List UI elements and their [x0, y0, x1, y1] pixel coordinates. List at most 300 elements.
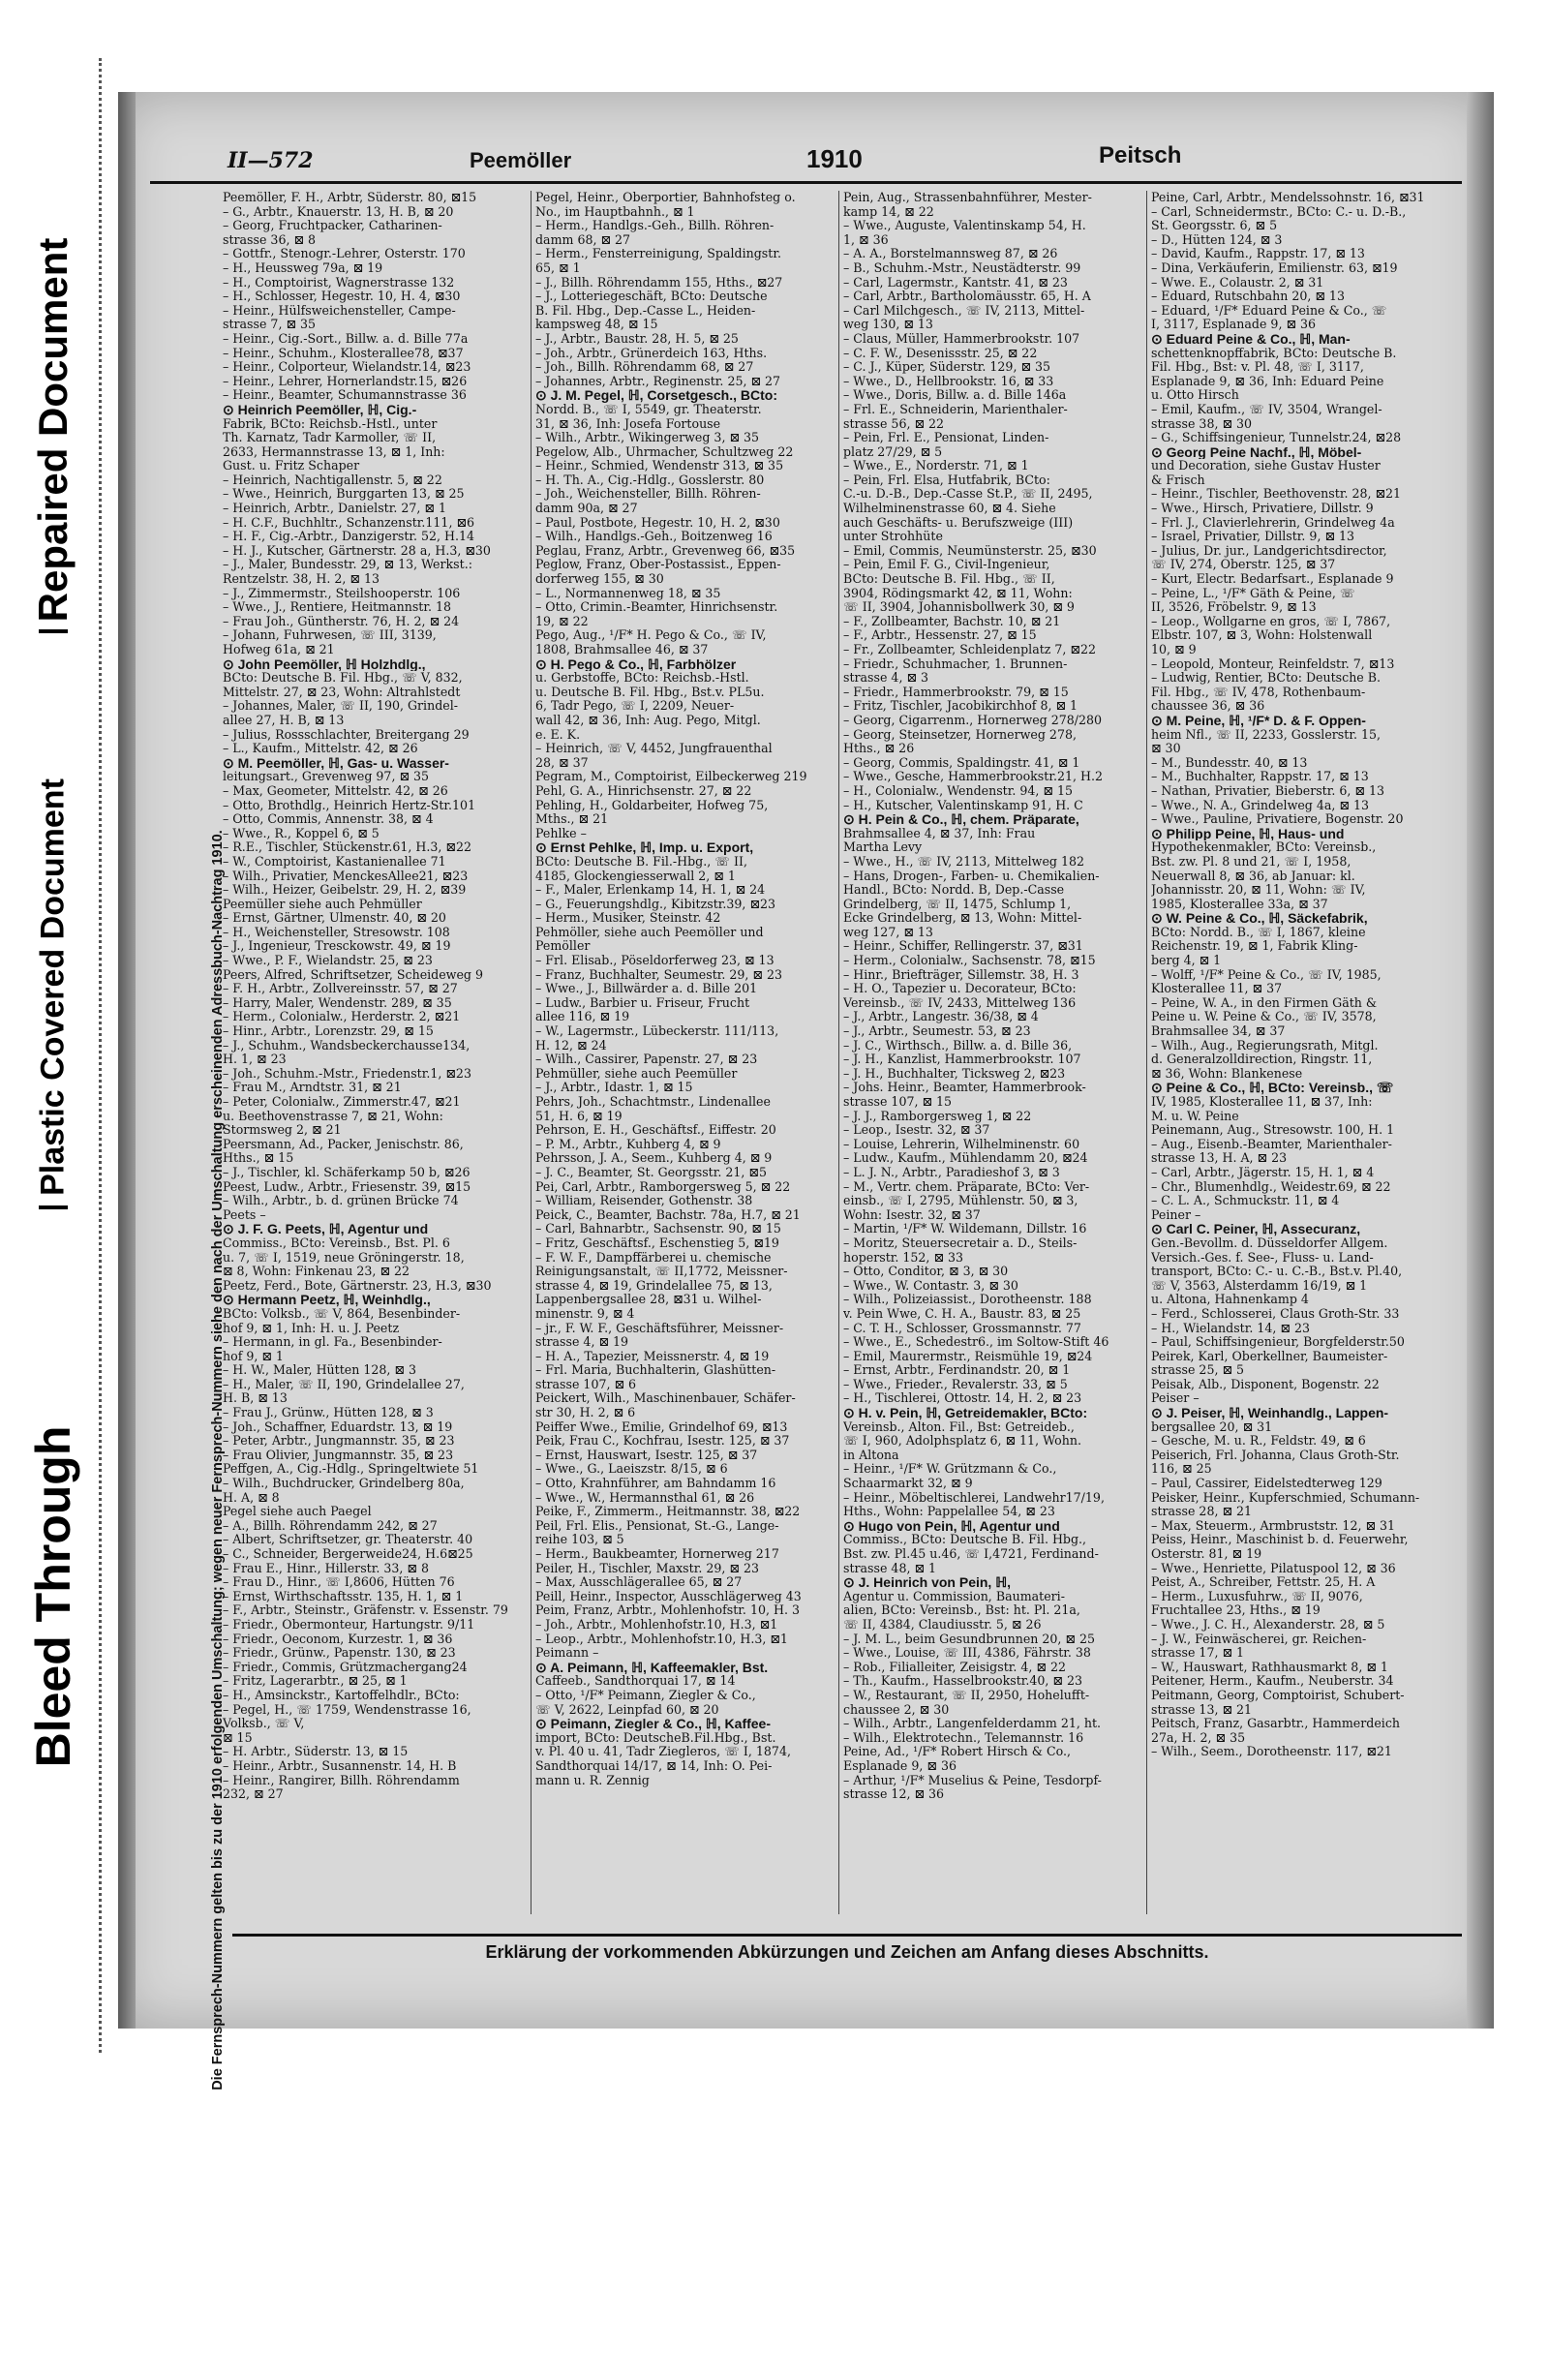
directory-line: Martha Levy	[843, 840, 923, 855]
directory-line: – Leop., Wollgarne en gros, ☏ I, 7867,	[1151, 614, 1391, 628]
directory-line: Elbstr. 107, ⊠ 3, Wohn: Holstenwall	[1151, 628, 1373, 643]
directory-line: Pemöller	[535, 939, 591, 954]
directory-line: – Friedr., Obermonteur, Hartungstr. 9/11	[223, 1617, 475, 1632]
directory-line: 31, ⊠ 36, Inh: Josefa Fortouse	[535, 416, 721, 431]
directory-line: 10, ⊠ 9	[1151, 643, 1197, 656]
directory-line: wall 42, ⊠ 36, Inh: Aug. Pego, Mitgl.	[535, 713, 761, 727]
directory-line: – Joh., Arbtr., Mohlenhofstr.10, H.3, ⊠1	[535, 1617, 778, 1632]
directory-line: Vereinsb., Alton. Fil., Bst: Getreideb.,	[843, 1419, 1075, 1434]
page-outer-edge	[1467, 92, 1494, 2029]
directory-line: – Israel, Privatier, Dillstr. 9, ⊠ 13	[1151, 530, 1355, 544]
directory-line: Nordd. B., ☏ I, 5549, gr. Theaterstr.	[535, 402, 762, 416]
directory-line: – Wilh., Arbtr., b. d. grünen Brücke 74	[223, 1194, 459, 1208]
directory-line: 65, ⊠ 1	[535, 260, 581, 275]
directory-line: Peine, Carl, Arbtr., Mendelssohnstr. 16, ⊠31	[1151, 191, 1425, 204]
directory-line: Peisak, Alb., Disponent, Bogenstr. 22	[1151, 1377, 1380, 1391]
directory-line: – Peter, Arbtr., Jungmannstr. 35, ⊠ 23	[223, 1434, 455, 1449]
directory-line: – M., Vertr. chem. Präparate, BCto: Ver-	[843, 1179, 1090, 1194]
directory-line: strasse 25, ⊠ 5	[1151, 1363, 1245, 1378]
directory-line: Pei, Carl, Arbtr., Ramborgersweg 5, ⊠ 22	[535, 1179, 791, 1194]
directory-line: II, 3526, Fröbelstr. 9, ⊠ 13	[1151, 600, 1317, 615]
directory-line: – Hans, Drogen-, Farben- u. Chemikalien-	[843, 869, 1100, 883]
directory-line: Peine, Ad., ¹/F* Robert Hirsch & Co.,	[843, 1745, 1071, 1759]
directory-line: – H., Heussweg 79a, ⊠ 19	[223, 260, 383, 275]
directory-line: – Wwe., Auguste, Valentinskamp 54, H.	[843, 219, 1086, 233]
directory-line: – Wwe., W., Hermannsthal 61, ⊠ 26	[535, 1490, 755, 1505]
directory-line: Peik, Frau C., Kochfrau, Isestr. 125, ⊠ 37	[535, 1434, 790, 1449]
directory-line: – Hinr., Briefträger, Sillemstr. 38, H. 3	[843, 967, 1079, 982]
directory-line: strasse 13, H. A, ⊠ 23	[1151, 1151, 1288, 1166]
directory-line: – Nathan, Privatier, Bieberstr. 6, ⊠ 13	[1151, 783, 1384, 798]
directory-line: – Wwe., Pauline, Privatiere, Bogenstr. 20	[1151, 812, 1404, 827]
directory-line: Stormsweg 2, ⊠ 21	[223, 1123, 342, 1138]
directory-line: – Otto, Krahnführer, am Bahndamm 16	[535, 1477, 776, 1491]
directory-line: – R.E., Tischler, Stückenstr.61, H.3, ⊠22	[223, 840, 471, 855]
directory-line: – Wilh., Arbtr., Langenfelderdamm 21, ht.	[843, 1717, 1102, 1731]
directory-line: – W., Restaurant, ☏ II, 2950, Hohelufft-	[843, 1688, 1090, 1702]
directory-line: – Friedr., Hammerbrookstr. 79, ⊠ 15	[843, 685, 1069, 699]
header-first-name: Peemöller	[470, 148, 572, 172]
directory-line: – Otto, Commis, Annenstr. 38, ⊠ 4	[223, 812, 434, 827]
directory-line: – J. W., Feinwäscherei, gr. Reichen-	[1151, 1632, 1367, 1646]
directory-line: Pehrson, E. H., Geschäftsf., Eiffestr. 20	[535, 1123, 776, 1138]
directory-line: ☏ II, 4384, Claudiusstr. 5, ⊠ 26	[843, 1617, 1042, 1632]
directory-line: – J. C., Wirthsch., Billw. a. d. Bille 36,	[843, 1038, 1073, 1053]
directory-line: – H., Amsinckstr., Kartoffelhdlr., BCto:	[223, 1688, 460, 1702]
directory-line: – Wwe., Louise, ☏ III, 4386, Fährstr. 38	[843, 1646, 1091, 1661]
directory-line: – Carl, Arbtr., Bartholomäusstr. 65, H. A	[843, 290, 1091, 304]
directory-line: Bst. zw. Pl.45 u.46, ☏ I,4721, Ferdinand-	[843, 1547, 1099, 1561]
directory-line: – Arthur, ¹/F* Muselius & Peine, Tesdorpf-	[843, 1773, 1102, 1787]
directory-line: Fil. Hbg., Bst: v. Pl. 48, ☏ I, 3117,	[1151, 360, 1364, 375]
directory-line: – Pein, Frl. Elsa, Hutfabrik, BCto:	[843, 473, 1050, 487]
directory-line: IV, 1985, Klosterallee 11, ⊠ 37, Inh:	[1151, 1095, 1373, 1109]
directory-line: Hths., ⊠ 26	[843, 742, 915, 756]
directory-line: – J. M. L., beim Gesundbrunnen 20, ⊠ 25	[843, 1632, 1095, 1646]
directory-line: – C. F. W., Desenissstr. 25, ⊠ 22	[843, 346, 1038, 360]
directory-line: B. Fil. Hbg., Dep.-Casse L., Heiden-	[535, 303, 756, 318]
directory-line: – G., Feuerungshdlg., Kibitzstr.39, ⊠23	[535, 897, 776, 911]
directory-line: – Ernst, Arbtr., Ferdinandstr. 20, ⊠ 1	[843, 1363, 1071, 1378]
directory-line: – Wilh., Cassirer, Papenstr. 27, ⊠ 23	[535, 1053, 758, 1067]
directory-line: – A., Billh. Röhrendamm 242, ⊠ 27	[223, 1518, 438, 1533]
directory-line: allee 116, ⊠ 19	[535, 1010, 630, 1024]
directory-line: – Carl, Bahnarbtr., Sachsenstr. 90, ⊠ 15	[535, 1222, 781, 1236]
directory-line: schettenknopffabrik, BCto: Deutsche B.	[1151, 346, 1397, 360]
directory-line: – G., Schiffsingenieur, Tunnelstr.24, ⊠28	[1151, 431, 1402, 445]
directory-line: – Heinr., Schmied, Wendenstr 313, ⊠ 35	[535, 459, 784, 473]
directory-line: – F. W. F., Dampffärberei u. chemische	[535, 1250, 772, 1265]
directory-line: str 30, H. 2, ⊠ 6	[535, 1406, 636, 1420]
directory-line: – Friedr., Schuhmacher, 1. Brunnen-	[843, 656, 1068, 671]
directory-line: – Wwe., P. F., Wielandstr. 25, ⊠ 23	[223, 954, 433, 968]
directory-line: – Johs. Heinr., Beamter, Hammerbrook-	[843, 1081, 1086, 1095]
directory-line: – M., Buchhalter, Rappstr. 17, ⊠ 13	[1151, 770, 1369, 784]
directory-line: – Franz, Buchhalter, Seumestr. 29, ⊠ 23	[535, 967, 783, 982]
directory-line: u. Beethovenstrasse 7, ⊠ 21, Wohn:	[223, 1109, 443, 1123]
directory-line: – Th., Kaufm., Hasselbrookstr.40, ⊠ 23	[843, 1674, 1083, 1689]
directory-line: – Wilh., Polizeiassist., Dorotheenstr. 188	[843, 1293, 1092, 1307]
directory-line: – Carl, Lagermstr., Kantstr. 41, ⊠ 23	[843, 275, 1068, 290]
directory-line: – Heinr., Lehrer, Hornerlandstr.15, ⊠26	[223, 374, 468, 388]
directory-line: Peglau, Franz, Arbtr., Grevenweg 66, ⊠35	[535, 543, 796, 558]
directory-line: import, BCto: DeutscheB.Fil.Hbg., Bst.	[535, 1730, 776, 1745]
directory-line: – Fritz, Geschäftsf., Eschenstieg 5, ⊠19	[535, 1236, 779, 1250]
directory-line: – Heinrich, Arbtr., Danielstr. 27, ⊠ 1	[223, 502, 446, 516]
directory-line: – Fritz, Lagerarbtr., ⊠ 25, ⊠ 1	[223, 1674, 408, 1689]
directory-line: strasse 48, ⊠ 1	[843, 1561, 937, 1575]
directory-line: – Johannes, Arbtr., Reginenstr. 25, ⊠ 27	[535, 374, 781, 388]
directory-line: – J., Lotteriegeschäft, BCto: Deutsche	[535, 290, 768, 304]
directory-line: Pego, Aug., ¹/F* H. Pego & Co., ☏ IV,	[535, 628, 767, 643]
directory-line: Peine u. W. Peine & Co., ☏ IV, 3578,	[1151, 1010, 1377, 1024]
directory-line: – Carl Milchgesch., ☏ IV, 2113, Mittel-	[843, 303, 1085, 318]
directory-line: – Heinr., Hülfsweichensteller, Campe-	[223, 303, 456, 318]
directory-line: berg 4, ⊠ 1	[1151, 954, 1222, 968]
directory-line: – Louise, Lehrerin, Wilhelminenstr. 60	[843, 1137, 1080, 1151]
directory-line: Peiffer Wwe., Emilie, Grindelhof 69, ⊠13	[535, 1419, 788, 1434]
directory-line: ⊙ Carl C. Peiner, ℍ, Assecuranz,	[1151, 1222, 1361, 1236]
directory-line: H. 1, ⊠ 23	[223, 1053, 287, 1067]
directory-line: unter Strohhüte	[843, 530, 943, 544]
directory-line: – Fritz, Tischler, Jacobikirchhof 8, ⊠ 1	[843, 699, 1078, 714]
directory-line: – Wwe., R., Koppel 6, ⊠ 5	[223, 826, 380, 840]
directory-line: Peitsch, Franz, Gasarbtr., Hammerdeich	[1151, 1717, 1400, 1731]
directory-line: – Frau J., Grünw., Hütten 128, ⊠ 3	[223, 1406, 434, 1420]
directory-line: – H., Colonialw., Wendenstr. 94, ⊠ 15	[843, 783, 1073, 798]
directory-line: strasse 4, ⊠ 3	[843, 671, 929, 686]
directory-line: – Wwe., J., Rentiere, Heitmannstr. 18	[223, 600, 452, 615]
directory-line: – Wwe., E., Schedestr6., im Soltow-Stift 46	[843, 1335, 1109, 1350]
directory-line: – Paul, Schiffsingenieur, Borgfelderstr.50	[1151, 1335, 1405, 1350]
directory-line: – M., Bundesstr. 40, ⊠ 13	[1151, 755, 1308, 770]
directory-line: ⊙ H. Pego & Co., ℍ, Farbhölzer	[535, 656, 737, 672]
directory-line: – J., Arbtr., Langestr. 36/38, ⊠ 4	[843, 1010, 1039, 1024]
directory-line: – Pein, Frl. E., Pensionat, Linden-	[843, 431, 1049, 445]
directory-line: hof 9, ⊠ 1	[223, 1349, 284, 1363]
label-bleed-through: Bleed Through	[26, 1425, 80, 1768]
directory-line: Peim, Franz, Arbtr., Mohlenhofstr. 10, H. 3	[535, 1603, 800, 1618]
directory-line: – F., Maler, Erlenkamp 14, H. 1, ⊠ 24	[535, 883, 766, 898]
directory-line: Schaarmarkt 32, ⊠ 9	[843, 1477, 973, 1491]
directory-line: – J., Billh. Röhrendamm 155, Hths., ⊠27	[535, 275, 783, 290]
directory-line: Pegelow, Alb., Uhrmacher, Schultzweg 22	[535, 444, 794, 459]
directory-line: u. Gerbstoffe, BCto: Reichsb.-Hstl.	[535, 671, 749, 686]
directory-line: – Ernst, Gärtner, Ulmenstr. 40, ⊠ 20	[223, 911, 446, 926]
directory-line: BCto: Deutsche B. Fil.-Hbg., ☏ II,	[535, 854, 747, 869]
directory-line: – Dina, Verkäuferin, Emilienstr. 63, ⊠19	[1151, 260, 1398, 275]
directory-line: ☏ V, 3563, Alsterdamm 16/19, ⊠ 1	[1151, 1278, 1368, 1293]
column-2	[531, 191, 835, 1914]
directory-line: Reichenstr. 19, ⊠ 1, Fabrik Kling-	[1151, 939, 1358, 954]
directory-line: – Wwe., J. C. H., Alexanderstr. 28, ⊠ 5	[1151, 1617, 1385, 1632]
label-divider	[39, 629, 68, 633]
directory-line: Mittelstr. 27, ⊠ 23, Wohn: Altrahlstedt	[223, 685, 461, 699]
directory-line: – Otto, Brothdlg., Heinrich Hertz-Str.101	[223, 798, 476, 812]
directory-line: – J., Arbtr., Idastr. 1, ⊠ 15	[535, 1081, 693, 1095]
directory-line: Peiner –	[1151, 1207, 1201, 1222]
label-divider	[39, 1205, 68, 1209]
directory-line: ⊙ Hermann Peetz, ℍ, Weinhdlg.,	[223, 1293, 431, 1307]
directory-line: BCto: Nordd. B., ☏ I, 1867, kleine	[1151, 925, 1366, 939]
directory-line: & Frisch	[1151, 473, 1205, 487]
directory-line: Hths., ⊠ 15	[223, 1151, 294, 1166]
directory-line: ⊙ Eduard Peine & Co., ℍ, Man-	[1151, 331, 1351, 347]
directory-line: – Frau D., Hinr., ☏ I,8606, Hütten 76	[223, 1575, 455, 1590]
directory-line: 6, Tadr Pego, ☏ I, 2209, Neuer-	[535, 699, 735, 714]
directory-line: 3904, Rödingsmarkt 42, ⊠ 11, Wohn:	[843, 586, 1073, 600]
directory-line: – Wwe., Henriette, Pilatuspool 12, ⊠ 36	[1151, 1561, 1396, 1575]
directory-line: – Gesche, M. u. R., Feldstr. 49, ⊠ 6	[1151, 1434, 1366, 1449]
vertical-note-box	[177, 329, 226, 2179]
directory-line: Osterstr. 81, ⊠ 19	[1151, 1547, 1262, 1561]
directory-line: 2633, Hermannstrasse 13, ⊠ 1, Inh:	[223, 444, 445, 459]
directory-line: – Herm., Baukbeamter, Hornerweg 217	[535, 1547, 779, 1561]
directory-line: – Leop., Isestr. 32, ⊠ 37	[843, 1123, 990, 1138]
directory-line: – W., Comptoirist, Kastanienallee 71	[223, 854, 446, 869]
directory-line: bergsallee 20, ⊠ 31	[1151, 1419, 1273, 1434]
directory-line: – Wwe., W. Contastr. 3, ⊠ 30	[843, 1278, 1018, 1293]
directory-line: – J., Schuhm., Wandsbeckerchausse134,	[223, 1038, 471, 1053]
directory-line: ⊙ Philipp Peine, ℍ, Haus- und	[1151, 826, 1345, 841]
directory-line: – Ludwig, Rentier, BCto: Deutsche B.	[1151, 671, 1382, 686]
directory-line: – Eduard, ¹/F* Eduard Peine & Co., ☏	[1151, 303, 1387, 318]
directory-line: – Ernst, Wirthschaftsstr. 135, H. 1, ⊠ 1	[223, 1589, 464, 1603]
directory-line: Peers, Alfred, Schriftsetzer, Scheideweg 9	[223, 967, 483, 982]
directory-line: – Aug., Eisenb.-Beamter, Marienthaler-	[1151, 1137, 1392, 1151]
directory-line: – H., Kutscher, Valentinskamp 91, H. C	[843, 798, 1083, 812]
directory-line: ⊙ A. Peimann, ℍ, Kaffeemakler, Bst.	[535, 1660, 769, 1675]
directory-line: – Heinr., Colporteur, Wielandstr.14, ⊠23	[223, 360, 471, 375]
directory-line: Peets –	[223, 1207, 266, 1222]
directory-line: – Herm., Luxusfuhrw., ☏ II, 9076,	[1151, 1589, 1363, 1603]
directory-line: ⊙ M. Peine, ℍ, ¹/F* D. & F. Oppen-	[1151, 713, 1366, 728]
directory-line: – Frau M., Arndtstr. 31, ⊠ 21	[223, 1081, 402, 1095]
directory-line: – H., Comptoirist, Wagnerstrasse 132	[223, 275, 455, 290]
directory-line: Wohn: Isestr. 32, ⊠ 37	[843, 1207, 981, 1222]
directory-line: – William, Reisender, Gothenstr. 38	[535, 1194, 753, 1208]
directory-line: ☏ IV, 274, Oberstr. 125, ⊠ 37	[1151, 558, 1336, 572]
directory-line: – Frl. Maria, Buchhalterin, Glashütten-	[535, 1363, 776, 1378]
directory-line: – Herm., Fensterreinigung, Spaldingstr.	[535, 247, 781, 261]
directory-line: Caffeeb., Sandthorquai 17, ⊠ 14	[535, 1674, 736, 1689]
label-repaired-document: Repaired Document	[30, 237, 76, 623]
directory-line: ⊙ J. Heinrich von Pein, ℍ,	[843, 1575, 1011, 1590]
directory-line: – Heinrich, ☏ V, 4452, Jungfrauenthal	[535, 742, 773, 756]
directory-line: ☏ II, 3904, Johannisbollwerk 30, ⊠ 9	[843, 600, 1075, 615]
directory-line: – Peter, Colonialw., Zimmerstr.47, ⊠21	[223, 1095, 461, 1109]
directory-line: Pegel siehe auch Paegel	[223, 1505, 372, 1519]
directory-line: Ecke Grindelberg, ⊠ 13, Wohn: Mittel-	[843, 911, 1082, 926]
directory-line: Wilhelminenstrasse 60, ⊠ 4. Siehe	[843, 502, 1056, 516]
directory-line: BCto: Deutsche B. Fil. Hbg., ☏ II,	[843, 572, 1055, 587]
directory-line: – L. J. N., Arbtr., Paradieshof 3, ⊠ 3	[843, 1165, 1060, 1179]
directory-line: und Decoration, siehe Gustav Huster	[1151, 459, 1381, 473]
directory-line: – Peine, L., ¹/F* Gäth & Peine, ☏	[1151, 586, 1355, 600]
directory-line: 51, H. 6, ⊠ 19	[535, 1109, 623, 1123]
directory-line: – Wolff, ¹/F* Peine & Co., ☏ IV, 1985,	[1151, 967, 1382, 982]
directory-line: strasse 7, ⊠ 35	[223, 318, 317, 332]
directory-line: 19, ⊠ 22	[535, 614, 589, 628]
directory-line: – Wwe., Doris, Billw. a. d. Bille 146a	[843, 388, 1067, 403]
directory-line: BCto: Volksb., ☏ V, 864, Besenbinder-	[223, 1306, 461, 1321]
directory-line: – H. F., Cig.-Arbtr., Danzigerstr. 52, H.14	[223, 530, 475, 544]
directory-line: No., im Hauptbahnh., ⊠ 1	[535, 204, 695, 219]
directory-line: – Frau Olivier, Jungmannstr. 35, ⊠ 23	[223, 1448, 454, 1462]
directory-line: Peitener, Herm., Kaufm., Neuberstr. 34	[1151, 1674, 1394, 1689]
directory-line: – Carl, Arbtr., Jägerstr. 15, H. 1, ⊠ 4	[1151, 1165, 1375, 1179]
directory-line: – Otto, Crimin.-Beamter, Hinrichsenstr.	[535, 600, 778, 615]
directory-line: e. E. K.	[535, 727, 581, 742]
directory-line: 232, ⊠ 27	[223, 1787, 284, 1802]
directory-line: – Wwe. E., Colaustr. 2, ⊠ 31	[1151, 275, 1324, 290]
dotted-margin-line	[99, 58, 102, 2053]
directory-line: – P. M., Arbtr., Kuhberg 4, ⊠ 9	[535, 1137, 721, 1151]
directory-line: – Max, Geometer, Mittelstr. 42, ⊠ 26	[223, 783, 448, 798]
directory-line: – Kurt, Electr. Bedarfsart., Esplanade 9	[1151, 572, 1394, 587]
directory-line: – J., Arbtr., Baustr. 28, H. 5, ⊠ 25	[535, 331, 739, 346]
directory-line: – Pegel, H., ☏ 1759, Wendenstrasse 16,	[223, 1702, 471, 1717]
directory-line: heim Nfl., ☏ II, 2233, Gosslerstr. 15,	[1151, 727, 1381, 742]
directory-line: – Frau E., Hinr., Hillerstr. 33, ⊠ 8	[223, 1561, 429, 1575]
directory-line: – Julius, Dr. jur., Landgerichtsdirector,	[1151, 543, 1387, 558]
directory-line: BCto: Deutsche B. Fil. Hbg., ☏ V, 832,	[223, 671, 463, 686]
directory-line: – Georg, Cigarrenm., Hornerweg 278/280	[843, 713, 1103, 727]
directory-line: – H., Schlosser, Hegestr. 10, H. 4, ⊠30	[223, 290, 461, 304]
directory-line: – Herm., Musiker, Steinstr. 42	[535, 911, 721, 926]
directory-line: – H. Th. A., Cig.-Hdlg., Gosslerstr. 80	[535, 473, 765, 487]
directory-line: ⊙ Peimann, Ziegler & Co., ℍ, Kaffee-	[535, 1717, 772, 1731]
directory-line: strasse 107, ⊠ 15	[843, 1095, 953, 1109]
directory-line: – Chr., Blumenhdlg., Weidestr.69, ⊠ 22	[1151, 1179, 1391, 1194]
directory-line: – Hermann, in gl. Fa., Besenbinder-	[223, 1335, 442, 1350]
directory-line: – Joh., Schaffner, Eduardstr. 13, ⊠ 19	[223, 1419, 453, 1434]
directory-line: Peill, Heinr., Inspector, Ausschlägerweg 43	[535, 1589, 802, 1603]
directory-line: Klosterallee 11, ⊠ 37	[1151, 982, 1283, 996]
directory-line: d. Generalzolldirection, Ringstr. 11,	[1151, 1053, 1373, 1067]
directory-line: I, 3117, Esplanade 9, ⊠ 36	[1151, 318, 1317, 332]
directory-line: Peimann –	[535, 1646, 599, 1661]
directory-line: weg 130, ⊠ 13	[843, 318, 933, 332]
directory-line: Th. Karnatz, Tadr Karmoller, ☏ II,	[223, 431, 437, 445]
directory-line: einsb., ☏ I, 2795, Mühlenstr. 50, ⊠ 3,	[843, 1194, 1078, 1208]
directory-line: H. 12, ⊠ 24	[535, 1038, 607, 1053]
directory-line: ⊙ Georg Peine Nachf., ℍ, Möbel-	[1151, 444, 1362, 460]
directory-line: damm 90a, ⊠ 27	[535, 502, 638, 516]
directory-line: strasse 4, ⊠ 19, Grindelallee 75, ⊠ 13,	[535, 1278, 773, 1293]
directory-line: Gen.-Bevollm. d. Düsseldorfer Allgem.	[1151, 1236, 1388, 1250]
directory-line: strasse 12, ⊠ 36	[843, 1787, 945, 1802]
directory-line: – Heinr., Rangirer, Billh. Röhrendamm	[223, 1773, 460, 1787]
directory-line: allee 27, H. B, ⊠ 13	[223, 713, 345, 727]
directory-line: Peiserich, Frl. Johanna, Claus Groth-Str.	[1151, 1448, 1400, 1462]
directory-line: Agentur u. Commission, Baumateri-	[843, 1589, 1065, 1603]
directory-line: C.-u. D.-B., Dep.-Casse St.P., ☏ II, 2495,	[843, 487, 1093, 502]
directory-line: Rentzelstr. 38, H. 2, ⊠ 13	[223, 572, 380, 587]
directory-line: 116, ⊠ 25	[1151, 1462, 1212, 1477]
page-content	[150, 131, 1462, 2090]
directory-line: – Wwe., Hirsch, Privatiere, Dillstr. 9	[1151, 502, 1374, 516]
directory-line: Hofweg 61a, ⊠ 21	[223, 643, 335, 656]
directory-line: Pehrs, Joh., Schachtmstr., Lindenallee	[535, 1095, 771, 1109]
page-footer: Erklärung der vorkommenden Abkürzungen und Zeichen am Anfang dieses Abschnitts.	[232, 1934, 1462, 1969]
directory-line: – H. Arbtr., Süderstr. 13, ⊠ 15	[223, 1745, 409, 1759]
directory-line: – Friedr., Grünw., Papenstr. 130, ⊠ 23	[223, 1646, 456, 1661]
directory-line: leitungsart., Grevenweg 97, ⊠ 35	[223, 770, 430, 784]
header-year: 1910	[806, 144, 863, 173]
directory-line: Reinigungsanstalt, ☏ II,1772, Meissner-	[535, 1265, 788, 1279]
directory-line: – Leopold, Monteur, Reinfeldstr. 7, ⊠13	[1151, 656, 1395, 671]
directory-line: kamp 14, ⊠ 22	[843, 204, 934, 219]
directory-line: – J., Zimmermstr., Steilshooperstr. 106	[223, 586, 461, 600]
directory-line: Peest, Ludw., Arbtr., Friesenstr. 39, ⊠15	[223, 1179, 471, 1194]
directory-line: – Moritz, Steuersecretair a. D., Steils-	[843, 1236, 1078, 1250]
directory-line: Peersmann, Ad., Packer, Jenischstr. 86,	[223, 1137, 464, 1151]
directory-line: – J. H., Kanzlist, Hammerbrookstr. 107	[843, 1053, 1081, 1067]
directory-line: – Heinr., Möbeltischlerei, Landwehr17/19,	[843, 1490, 1105, 1505]
directory-line: – L., Kaufm., Mittelstr. 42, ⊠ 26	[223, 742, 418, 756]
directory-line: – Paul, Cassirer, Eidelstedterweg 129	[1151, 1477, 1382, 1491]
column-1	[223, 191, 523, 1914]
directory-line: 1, ⊠ 36	[843, 232, 889, 247]
directory-line: – H. C.F., Buchhltr., Schanzenstr.111, ⊠6	[223, 515, 475, 530]
directory-line: – C. T. H., Schlosser, Grossmannstr. 77	[843, 1321, 1081, 1335]
directory-line: u. Deutsche B. Fil. Hbg., Bst.v. PL5u.	[535, 685, 765, 699]
directory-line: – J. J., Ramborgersweg 1, ⊠ 22	[843, 1109, 1032, 1123]
directory-line: – Martin, ¹/F* W. Wildemann, Dillstr. 16	[843, 1222, 1087, 1236]
directory-line: Pein, Aug., Strassenbahnführer, Mester-	[843, 191, 1092, 204]
directory-line: 1808, Brahmsallee 46, ⊠ 37	[535, 643, 709, 656]
directory-line: H. A, ⊠ 8	[223, 1490, 280, 1505]
directory-line: Esplanade 9, ⊠ 36	[843, 1758, 957, 1773]
directory-line: – Joh., Billh. Röhrendamm 68, ⊠ 27	[535, 360, 754, 375]
directory-line: – Herm., Handlgs.-Geh., Billh. Röhren-	[535, 219, 774, 233]
directory-line: – Ferd., Schlosserei, Claus Groth-Str. 33	[1151, 1306, 1400, 1321]
directory-line: – Wwe., G., Laeiszstr. 8/15, ⊠ 6	[535, 1462, 728, 1477]
directory-line: – H. O., Tapezier u. Decorateur, BCto:	[843, 982, 1077, 996]
directory-line: Lappenbergsallee 28, ⊠31 u. Wilhel-	[535, 1293, 762, 1307]
directory-line: Esplanade 9, ⊠ 36, Inh: Eduard Peine	[1151, 374, 1384, 388]
directory-line: – Ernst, Hauswart, Isestr. 125, ⊠ 37	[535, 1448, 758, 1462]
directory-line: – F., Arbtr., Hessenstr. 27, ⊠ 15	[843, 628, 1037, 643]
directory-line: reihe 103, ⊠ 5	[535, 1533, 624, 1547]
directory-line: ⊙ H. v. Pein, ℍ, Getreidemakler, BCto:	[843, 1406, 1088, 1420]
directory-line: in Altona	[843, 1448, 899, 1462]
directory-line: Bst. zw. Pl. 8 und 21, ☏ I, 1958,	[1151, 854, 1352, 869]
directory-line: – B., Schuhm.-Mstr., Neustädterstr. 99	[843, 260, 1081, 275]
directory-line: – Julius, Rossschlachter, Breitergang 29	[223, 727, 470, 742]
directory-line: ⊙ John Peemöller, ℍ Holzhdlg.,	[223, 656, 426, 672]
directory-line: – Hinr., Arbtr., Lorenzstr. 29, ⊠ 15	[223, 1024, 434, 1039]
directory-line: – Frau Joh., Güntherstr. 76, H. 2, ⊠ 24	[223, 614, 460, 628]
label-plastic-covered-document: Plastic Covered Document	[34, 778, 72, 1196]
directory-line: ☏ V, 2622, Leinpfad 60, ⊠ 20	[535, 1702, 719, 1717]
directory-line: strasse 4, ⊠ 19	[535, 1335, 629, 1350]
directory-line: weg 127, ⊠ 13	[843, 925, 933, 939]
directory-line: – Wwe., Frieder., Revalerstr. 33, ⊠ 5	[843, 1377, 1068, 1391]
directory-line: strasse 107, ⊠ 6	[535, 1377, 637, 1391]
directory-line: Pehmöller, siehe auch Peemöller und	[535, 925, 764, 939]
directory-line: – D., Hütten 124, ⊠ 3	[1151, 232, 1283, 247]
directory-line: kampsweg 48, ⊠ 15	[535, 318, 658, 332]
directory-line: strasse 36, ⊠ 8	[223, 232, 317, 247]
directory-line: – Heinr., Schiffer, Rellingerstr. 37, ⊠31	[843, 939, 1083, 954]
directory-line: Brahmsallee 34, ⊠ 37	[1151, 1024, 1286, 1039]
directory-line: Peil, Frl. Elis., Pensionat, St.-G., Lange-	[535, 1518, 779, 1533]
directory-line: – Frl. E., Schneiderin, Marienthaler-	[843, 402, 1068, 416]
directory-line: chaussee 36, ⊠ 36	[1151, 699, 1265, 714]
side-labels	[0, 0, 106, 2108]
